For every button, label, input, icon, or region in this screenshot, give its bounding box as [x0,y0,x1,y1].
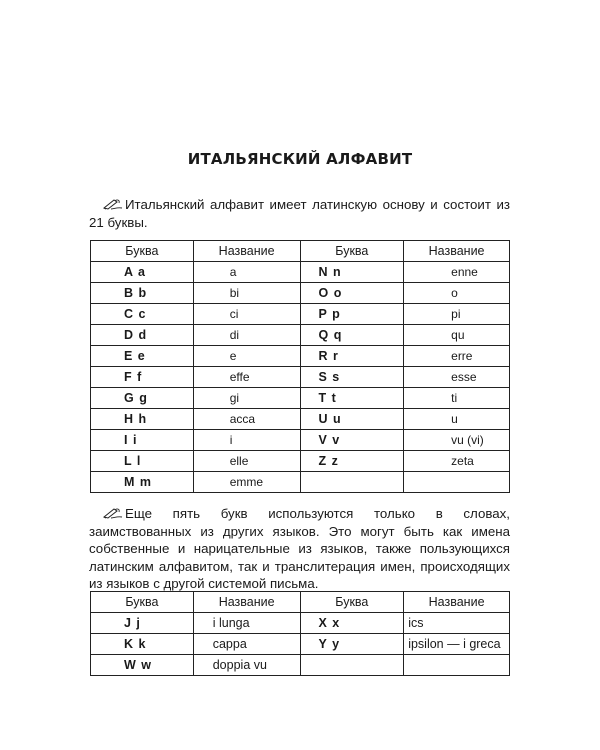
letter-cell: E e [91,346,194,367]
name-cell: gi [193,388,300,409]
table-row [91,451,510,472]
writing-hand-icon [103,198,123,210]
letter-cell: P p [300,304,404,325]
letter-cell: U u [300,409,404,430]
extra-letters-paragraph [89,505,510,593]
letter-cell: B b [91,283,194,304]
name-cell: emme [193,472,300,493]
writing-hand-icon [103,507,123,519]
table-row [91,472,510,493]
letter-cell: F f [91,367,194,388]
name-cell: i [193,430,300,451]
name-cell: ti [404,388,510,409]
header-name: Название [193,241,300,262]
intro-text: Итальянский алфавит имеет латинскую основу и состоит из 21 буквы. [89,197,510,230]
table-row [91,409,510,430]
name-cell: e [193,346,300,367]
letter-cell: H h [91,409,194,430]
intro-paragraph [89,196,510,231]
name-cell: u [404,409,510,430]
letter-cell: L l [91,451,194,472]
table-header-row [91,241,510,262]
name-cell: i lunga [193,613,300,634]
name-cell: ipsilon — i greca [404,634,510,655]
letter-cell [300,472,404,493]
table-row [91,430,510,451]
header-letter: Буква [91,592,194,613]
page-title: ИТАЛЬЯНСКИЙ АЛФАВИТ [187,150,413,168]
header-letter: Буква [300,241,404,262]
name-cell [404,472,510,493]
table-row [91,325,510,346]
name-cell: enne [404,262,510,283]
name-cell: erre [404,346,510,367]
name-cell: pi [404,304,510,325]
header-name: Название [404,241,510,262]
name-cell: a [193,262,300,283]
table-header-row [91,592,510,613]
letter-cell: K k [91,634,194,655]
table-row [91,304,510,325]
letter-cell: O o [300,283,404,304]
letter-cell: Y y [300,634,404,655]
name-cell: qu [404,325,510,346]
extra-text: Еще пять букв используются только в словах, заимствованных из других языков. Это могут быть как имена собственные и нарицательные из языков, также пользующихся латинским алфавитом, так и транслитерация имен, происходящих из языков с другой системой письма. [89,506,510,591]
letter-cell: Q q [300,325,404,346]
table-row [91,283,510,304]
header-letter: Буква [91,241,194,262]
letter-cell: D d [91,325,194,346]
table-row [91,634,510,655]
header-name: Название [193,592,300,613]
name-cell: ics [404,613,510,634]
letter-cell: A a [91,262,194,283]
letter-cell: T t [300,388,404,409]
letter-cell: Z z [300,451,404,472]
letter-cell: N n [300,262,404,283]
name-cell: bi [193,283,300,304]
table-row [91,613,510,634]
name-cell [404,655,510,676]
alphabet-table [90,240,510,493]
name-cell: effe [193,367,300,388]
letter-cell: J j [91,613,194,634]
letter-cell: S s [300,367,404,388]
letter-cell: R r [300,346,404,367]
name-cell: esse [404,367,510,388]
letter-cell: C c [91,304,194,325]
name-cell: acca [193,409,300,430]
name-cell: ci [193,304,300,325]
name-cell: vu (vi) [404,430,510,451]
letter-cell: W w [91,655,194,676]
table-row [91,346,510,367]
letter-cell: M m [91,472,194,493]
table-row [91,262,510,283]
header-name: Название [404,592,510,613]
letter-cell [300,655,404,676]
letter-cell: G g [91,388,194,409]
letter-cell: I i [91,430,194,451]
table-row [91,367,510,388]
extra-letters-table [90,591,510,676]
name-cell: doppia vu [193,655,300,676]
name-cell: elle [193,451,300,472]
header-letter: Буква [300,592,404,613]
table-row [91,655,510,676]
table-row [91,388,510,409]
letter-cell: V v [300,430,404,451]
name-cell: o [404,283,510,304]
name-cell: zeta [404,451,510,472]
letter-cell: X x [300,613,404,634]
name-cell: di [193,325,300,346]
name-cell: cappa [193,634,300,655]
